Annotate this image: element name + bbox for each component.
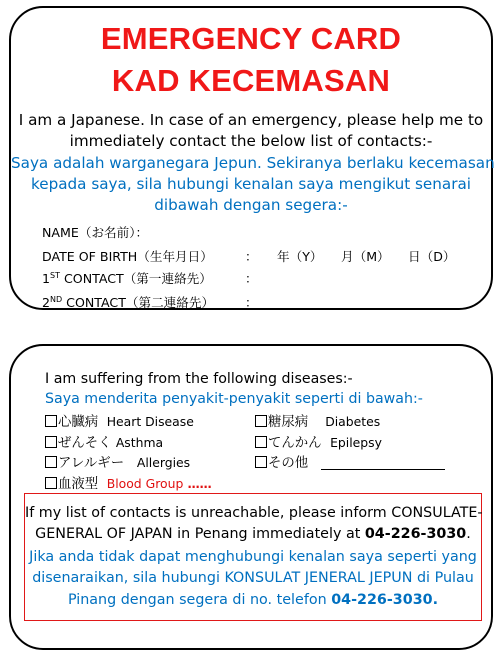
card-title-malay: KAD KECEMASAN: [111, 63, 391, 98]
consulate-notice-box: [24, 493, 482, 621]
intro-malay-line3: dibawah dengan segera:-: [154, 196, 348, 214]
intro-english-line2: immediately contact the below list of contacts:-: [69, 132, 433, 150]
dob-day: 日（D）: [408, 249, 456, 264]
dob-label: DATE OF BIRTH（生年月日）: [42, 249, 213, 264]
notice-malay-line3: Pinang dengan segera di no. telefon 04-226-3030.: [67, 592, 439, 608]
suffering-malay: Saya menderita penyakit-penyakit seperti di bawah:-: [45, 391, 423, 407]
second-contact-label: 2ND CONTACT（第二連絡先）: [42, 294, 215, 310]
card-title-english: EMERGENCY CARD: [100, 21, 402, 56]
second-contact-colon: ：: [245, 295, 258, 310]
dob-year: 年（Y）: [277, 249, 323, 264]
other-disease-blank[interactable]: [321, 455, 445, 470]
blood-group-dots: ……: [187, 477, 212, 491]
blood-group: 血液型 Blood Group ……: [45, 473, 212, 492]
checkbox-other[interactable]: [255, 456, 267, 468]
intro-english-line1: I am a Japanese. In case of an emergency, please help me to: [18, 111, 484, 129]
disease-heart: 心臓病 Heart Disease: [45, 411, 194, 430]
disease-allergies: アレルギー Allergies: [45, 452, 190, 471]
checkbox-blood-group[interactable]: [45, 477, 57, 489]
dob-colon: ：: [245, 249, 258, 264]
checkbox-diabetes[interactable]: [255, 415, 267, 427]
notice-english-line1: If my list of contacts is unreachable, please inform CONSULATE-: [25, 505, 483, 521]
disease-epilepsy: てんかん Epilepsy: [255, 432, 382, 451]
disease-asthma: ぜんそく Asthma: [45, 432, 163, 451]
checkbox-asthma[interactable]: [45, 436, 57, 448]
disease-diabetes: 糖尿病 Diabetes: [255, 411, 380, 430]
disease-other: その他: [255, 452, 445, 471]
consulate-phone-malay: 04-226-3030.: [331, 592, 439, 608]
name-label: NAME（お名前）：: [42, 225, 149, 240]
notice-malay-line1: Jika anda tidak dapat menghubungi kenalan saya seperti yang: [29, 549, 477, 565]
emergency-card-top: [9, 6, 493, 310]
intro-malay-line1: Saya adalah warganegara Jepun. Sekiranya berlaku kecemasan: [11, 154, 495, 172]
checkbox-heart[interactable]: [45, 415, 57, 427]
checkbox-epilepsy[interactable]: [255, 436, 267, 448]
first-contact-colon: ：: [245, 271, 258, 286]
consulate-phone-english: 04-226-3030: [364, 526, 467, 542]
notice-malay-line2: disenaraikan, sila hubungi KONSULAT JENERAL JEPUN di Pulau: [32, 570, 474, 586]
first-contact-label: 1ST CONTACT（第一連絡先）: [42, 270, 212, 286]
suffering-english: I am suffering from the following diseases:-: [45, 371, 353, 387]
intro-malay-line2: kepada saya, sila hubungi kenalan saya mengikut senarai: [31, 175, 471, 193]
notice-english-line2: GENERAL OF JAPAN in Penang immediately at 04-226-3030.: [35, 526, 471, 542]
checkbox-allergies[interactable]: [45, 456, 57, 468]
dob-month: 月（M）: [341, 249, 390, 264]
